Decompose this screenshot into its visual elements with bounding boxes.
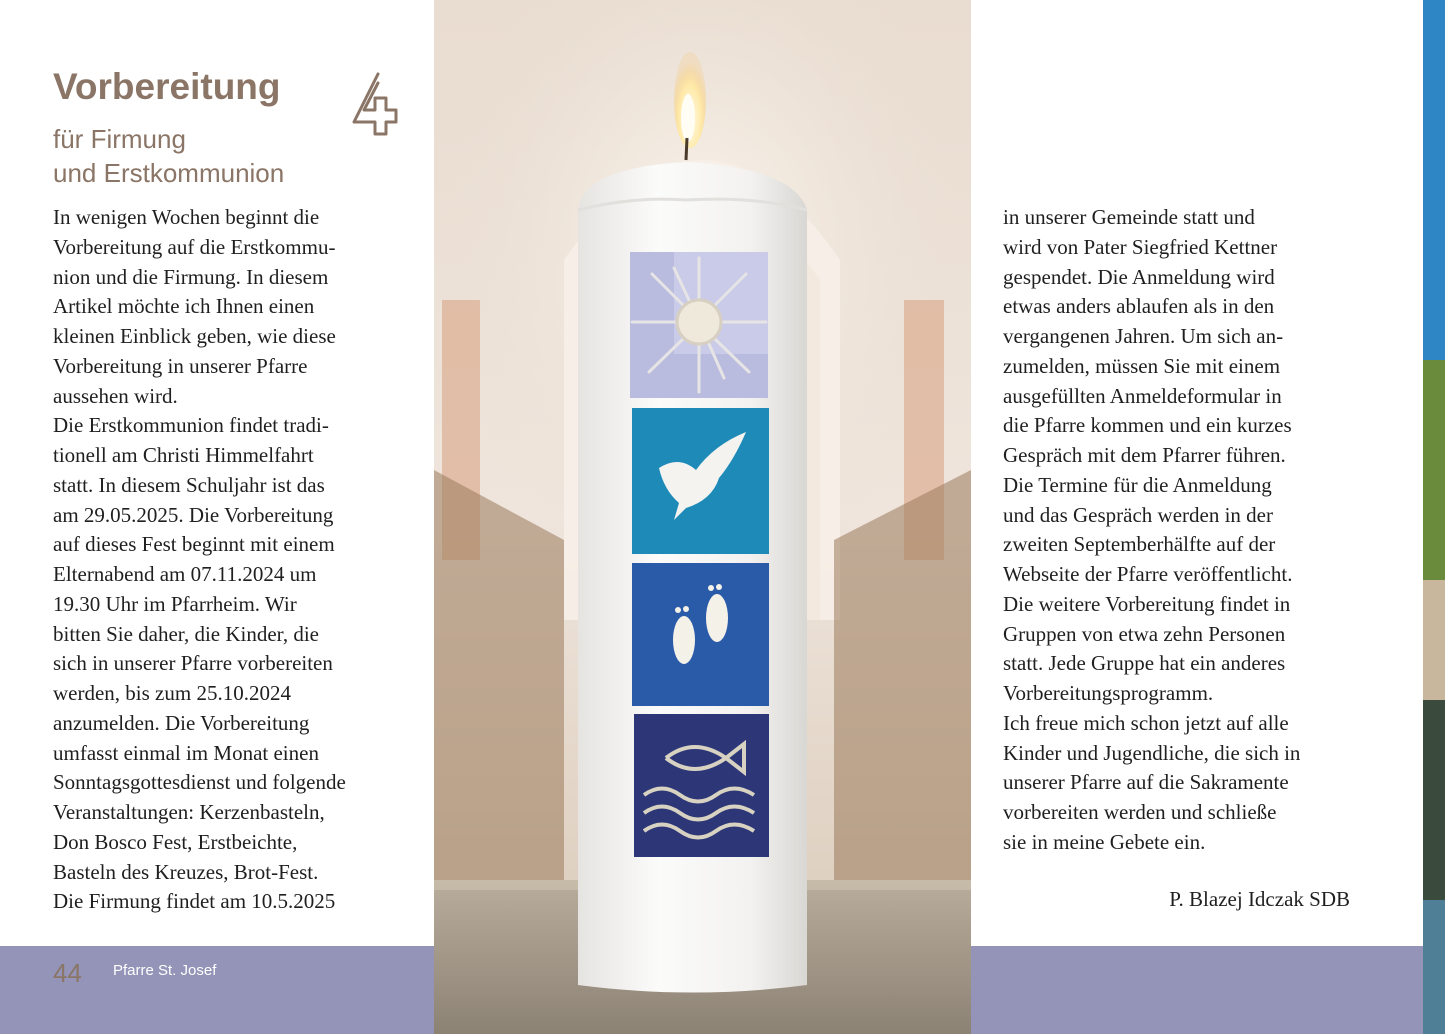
text-line: Artikel möchte ich Ihnen einen [53,294,315,319]
text-line: in unserer Gemeinde statt und [1003,205,1255,229]
text-line: Die Firmung findet am 10.5.2025 [53,889,336,914]
text-line: sie in meine Gebete ein. [1003,829,1206,854]
sun-icon [630,252,768,398]
text-line: Veranstaltungen: Kerzenbasteln, [53,800,325,824]
text-line: 19.30 Uhr im Pfarrheim. Wir [53,591,297,616]
dove-icon [632,408,769,554]
text-line: Webseite der Pfarre veröffentlicht. [1003,562,1293,586]
text-line: etwas anders ablaufen als in den [1003,294,1275,319]
text-line: zweiten Septemberhälfte auf der [1003,532,1276,557]
text-line: werden, bis zum 25.10.2024 [53,681,291,705]
text-line: die Pfarre kommen und ein kurzes [1003,413,1292,438]
text-line: Gespräch mit dem Pfarrer führen. [1003,443,1286,467]
text-line: aussehen wird. [53,383,178,408]
text-line: Vorbereitung in unserer Pfarre [53,353,308,378]
text-line: vorbereiten werden und schließe [1003,800,1277,824]
page-number: 44 [53,958,82,988]
text-line: vergangenen Jahren. Um sich an- [1003,324,1284,348]
text-line: Vorbereitungsprogramm. [1003,681,1214,705]
text-line: gespendet. Die Anmeldung wird [1003,264,1275,289]
text-line: Vorbereitung auf die Erstkommu- [53,234,336,259]
text-line: am 29.05.2025. Die Vorbereitung [53,502,334,527]
text-line: Die Erstkommunion findet tradi- [53,413,329,438]
author-signature: P. Blazej Idczak SDB [1169,887,1350,911]
text-line: In wenigen Wochen beginnt die [53,205,320,229]
text-line: kleinen Einblick geben, wie diese [53,324,336,348]
text-line: anzumelden. Die Vorbereitung [53,710,310,735]
publication-name: Pfarre St. Josef [113,962,217,979]
subtitle-line: und Erstkommunion [53,158,285,188]
text-line: umfasst einmal im Monat einen [53,740,319,765]
body-text-right [1003,203,1393,858]
text-line: bitten Sie daher, die Kinder, die [53,621,319,646]
text-line: Basteln des Kreuzes, Brot-Fest. [53,859,319,884]
text-line: Elternabend am 07.11.2024 um [53,562,317,586]
next-page-photo-edge [1423,0,1445,1034]
text-line: sich in unserer Pfarre vorbereiten [53,651,333,676]
text-line: und das Gespräch werden in der [1003,502,1273,527]
fish-waves-icon [634,714,769,857]
text-line: unserer Pfarre auf die Sakramente [1003,770,1289,795]
text-line: ausgefüllten Anmeldeformular in [1003,383,1282,408]
text-line: statt. Jede Gruppe hat ein anderes [1003,651,1286,676]
text-line: zumelden, müssen Sie mit einem [1003,353,1281,378]
text-line: wird von Pater Siegfried Kettner [1003,234,1278,259]
text-line: tionell am Christi Himmelfahrt [53,443,314,467]
text-line: Die Termine für die Anmeldung [1003,472,1272,497]
article-subtitle [53,122,284,190]
text-line: Don Bosco Fest, Erstbeichte, [53,829,298,854]
footprints-icon [632,563,769,706]
candle-photo [434,0,971,1034]
body-text-left [53,203,423,917]
text-line: Gruppen von etwa zehn Personen [1003,621,1286,646]
text-line: Kinder und Jugendliche, die sich in [1003,740,1301,765]
text-line: Die weitere Vorbereitung findet in [1003,591,1291,616]
text-line: Sonntagsgottesdienst und folgende [53,770,346,795]
text-line: statt. In diesem Schuljahr ist das [53,472,325,497]
four-cross-icon [348,70,406,144]
text-line: auf dieses Fest beginnt mit einem [53,532,335,557]
text-line: nion und die Firmung. In diesem [53,264,329,289]
article-title: Vorbereitung [53,66,281,107]
text-line: Ich freue mich schon jetzt auf alle [1003,710,1289,735]
subtitle-line: für Firmung [53,124,186,154]
